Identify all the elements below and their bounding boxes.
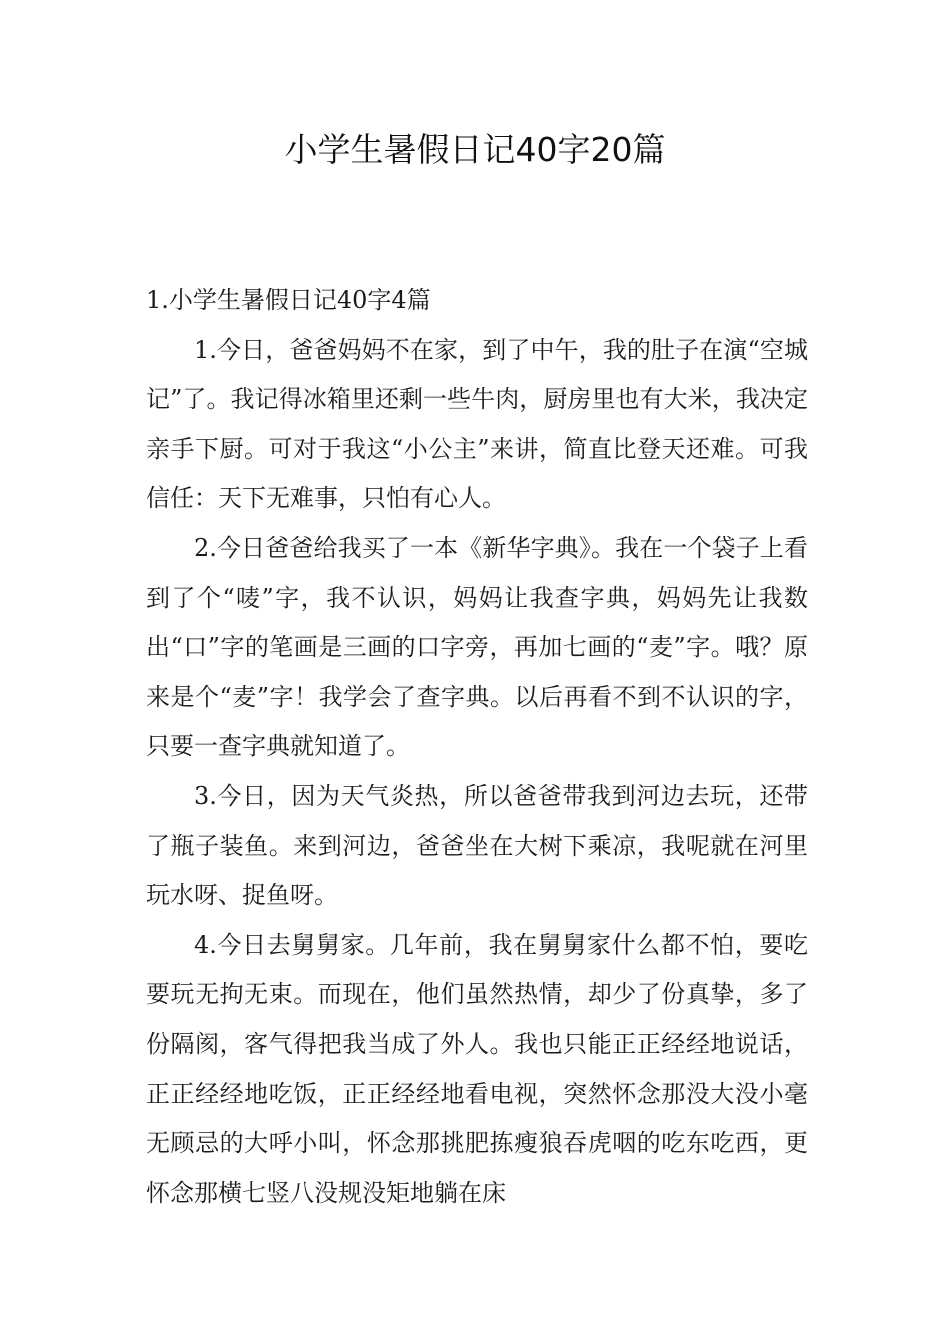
diary-entry-1: 1.今日，爸爸妈妈不在家，到了中午，我的肚子在演“空城记”了。我记得冰箱里还剩一些牛肉，厨房里也有大米，我决定亲手下厨。可对于我这“小公主”来讲，简直比登天还难。可我信任：天下无难事，只怕有心人。 [146,335,808,513]
document-title: 小学生暑假日记40字20篇 [284,130,666,169]
section-heading: 1.小学生暑假日记40字4篇 [146,286,431,314]
diary-entry-2: 2.今日爸爸给我买了一本《新华字典》。我在一个袋子上看到了个“唛”字，我不认识，妈妈让我查字典，妈妈先让我数出“口”字的笔画是三画的口字旁，再加七画的“麦”字。哦？原来是个“麦”字！我学会了查字典。以后再看不到不认识的字，只要一查字典就知道了。 [146,533,808,761]
diary-entry-4: 4.今日去舅舅家。几年前，我在舅舅家什么都不怕，要吃要玩无拘无束。而现在，他们虽然热情，却少了份真挚，多了份隔阂，客气得把我当成了外人。我也只能正正经经地说话，正正经经地吃饭，正正经经地看电视，突然怀念那没大没小毫无顾忌的大呼小叫，怀念那挑肥拣瘦狼吞虎咽的吃东吃西，更怀念那横七竖八没规没矩地躺在床 [146,930,808,1207]
document-body [146,276,808,1218]
diary-entry-3: 3.今日，因为天气炎热，所以爸爸带我到河边去玩，还带了瓶子装鱼。来到河边，爸爸坐在大树下乘凉，我呢就在河里玩水呀、捉鱼呀。 [146,781,808,910]
